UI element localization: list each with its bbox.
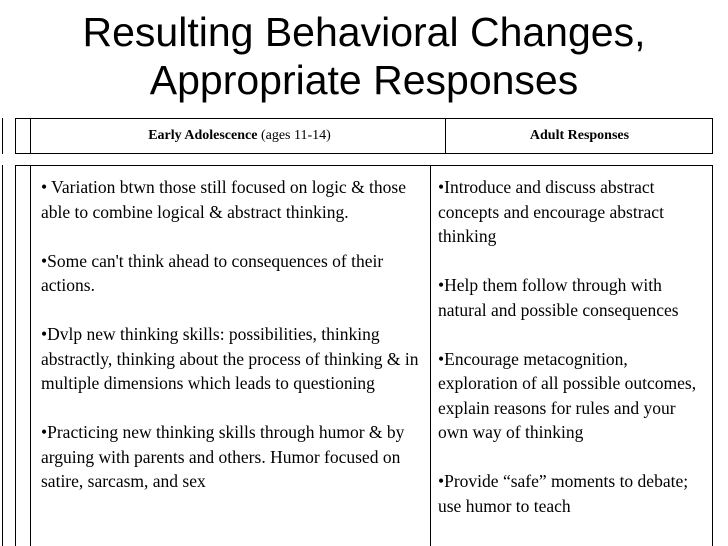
early-adolescence-item: • Variation btwn those still focused on logic & those able to combine logical & abstract thinking. — [41, 177, 406, 222]
slide-title — [0, 8, 728, 104]
header-adult-responses — [445, 119, 713, 153]
table-rail-1 — [2, 118, 3, 154]
adult-response-item: •Encourage metacognition, exploration of all possible outcomes, explain reasons for rules and your own way of thinking — [438, 348, 697, 442]
table-header-row — [15, 118, 713, 154]
header-early-adolescence-ages: (ages 11-14) — [257, 128, 331, 143]
adult-response-item: •Provide “safe” moments to debate; use humor to teach — [438, 471, 689, 516]
header-early-adolescence — [35, 119, 444, 153]
adult-response-item: •Introduce and discuss abstract concepts and encourage abstract thinking — [438, 177, 664, 246]
header-early-adolescence-bold: Early Adolescence — [148, 128, 258, 143]
slide-title-line-2: Appropriate Responses — [149, 57, 579, 103]
header-adult-responses-label: Adult Responses — [529, 128, 630, 143]
early-adolescence-column — [41, 175, 431, 518]
early-adolescence-item: •Practicing new thinking skills through humor & by arguing with parents and others. Humor focused on satire, sarcasm, and sex — [41, 422, 405, 491]
adult-response-item: •Help them follow through with natural and possible consequences — [438, 275, 679, 320]
table-rail-2 — [2, 165, 3, 546]
slide-title-line-1: Resulting Behavioral Changes, — [82, 9, 646, 55]
early-adolescence-item: •Some can't think ahead to consequences of their actions. — [41, 250, 384, 295]
adult-responses-column — [438, 175, 710, 543]
early-adolescence-item: •Dvlp new thinking skills: possibilities, thinking abstractly, thinking about the process of thinking & in multiple dimensions which leads to questioning — [41, 324, 419, 393]
table-body-row — [15, 165, 713, 546]
